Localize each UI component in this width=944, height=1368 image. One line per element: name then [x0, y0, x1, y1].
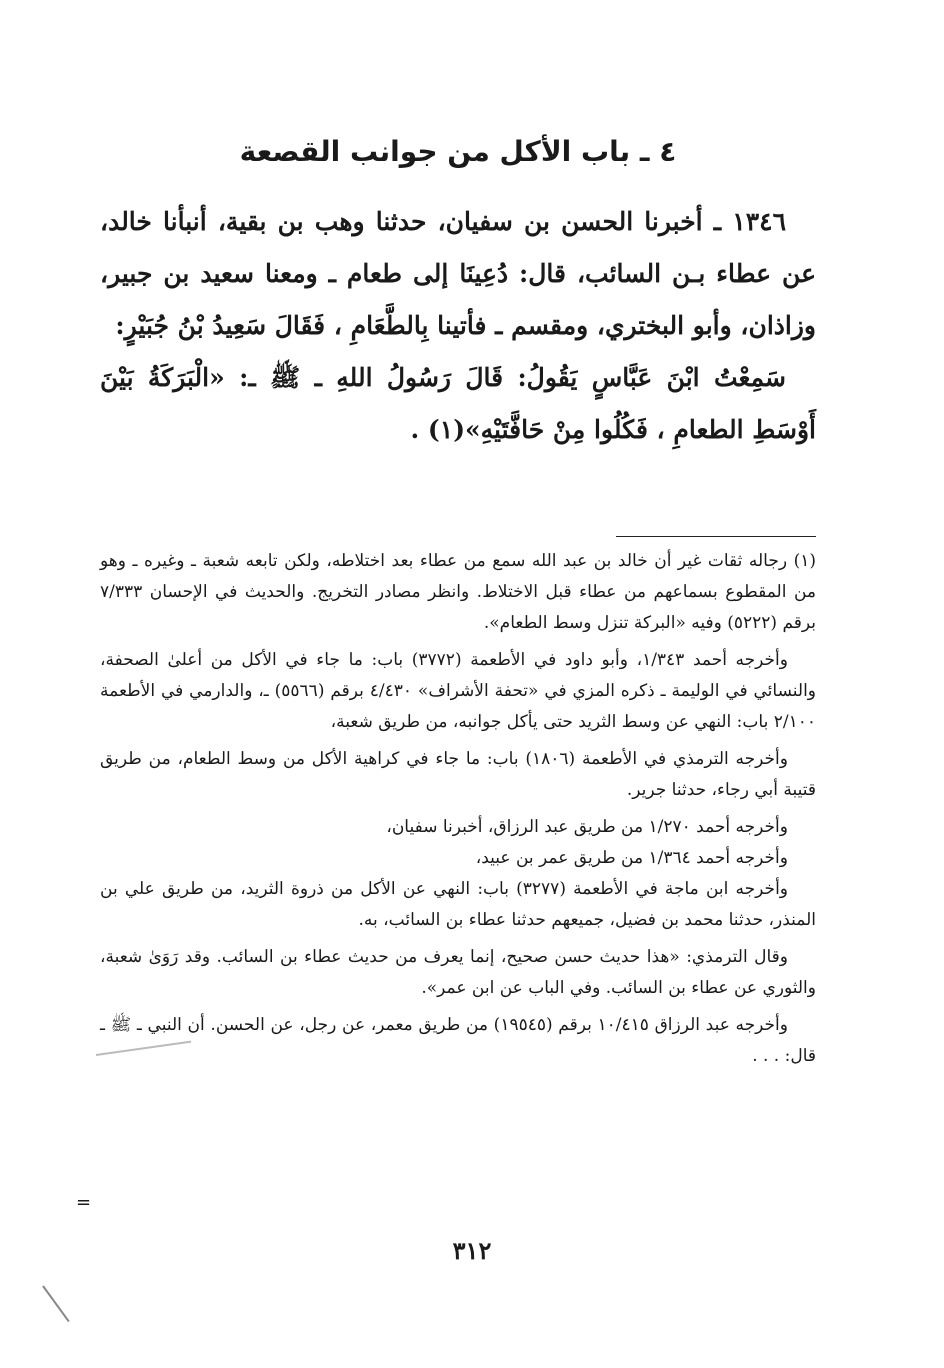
footnote-paragraph: وأخرجه الترمذي في الأطعمة (١٨٠٦) باب: ما جاء في كراهية الأكل من وسط الطعام، من طريق قتيبة أبي رجاء، حدثنا جرير. [100, 749, 816, 800]
footnote-paragraph: وأخرجه أحمد ١/٣٦٤ من طريق عمر بن عبيد، [475, 848, 788, 868]
footnote-paragraph: وأخرجه عبد الرزاق ١٠/٤١٥ برقم (١٩٥٤٥) من طريق معمر، عن رجل، عن الحسن. أن النبي ـ ﷺ ـ قال: . . . [100, 1015, 816, 1066]
footnote-paragraph: وأخرجه ابن ماجة في الأطعمة (٣٢٧٧) باب: النهي عن الأكل من ذروة الثريد، من طريق علي بن المنذر، حدثنا محمد بن فضيل، جميعهم حدثنا عطاء بن السائب، به. [100, 879, 816, 930]
continuation-mark: = [76, 1192, 92, 1213]
footnote-paragraph: وأخرجه أحمد ١/٣٤٣، وأبو داود في الأطعمة (٣٧٧٢) باب: ما جاء في الأكل من أعلىٰ الصحفة، والنسائي في الوليمة ـ ذكره المزي في «تحفة الأشراف» ٤/٤٣٠ برقم (٥٥٦٦) ـ، والدارمي في الأطعمة ٢/١٠٠ باب: النهي عن وسط الثريد حتى يأكل جوانبه، من طريق شعبة، [100, 650, 816, 732]
footnote-separator [616, 536, 816, 537]
footnote-1: (١) رجاله ثقات غير أن خالد بن عبد الله سمع من عطاء بعد اختلاطه، ولكن تابعه شعبة ـ وغيره ـ وهو من المقطوع بسماعهم من عطاء قبل الاختلاط. وانظر مصادر التخريج. والحديث في الإحسان ٧/٣٣٣ برقم (٥٢٢٢) وفيه «البركة تنزل وسط الطعام». [100, 551, 816, 633]
scan-edge-line [42, 1285, 69, 1322]
footnote-paragraph: وأخرجه أحمد ١/٢٧٠ من طريق عبد الرزاق، أخبرنا سفيان، [386, 817, 788, 837]
hadith-text [100, 196, 816, 456]
matn-paragraph: سَمِعْتُ ابْنَ عَبَّاسٍ يَقُولُ: قَالَ رَسُولُ اللهِ ـ ﷺ ـ: «الْبَرَكَةُ بَيْنَ أَوْسَطِ الطعامِ ، فَكُلُوا مِنْ حَافَّتَيْهِ»(١) . [100, 363, 816, 444]
footnotes [100, 546, 816, 1072]
isnad-paragraph: ١٣٤٦ ـ أخبرنا الحسن بن سفيان، حدثنا وهب بن بقية، أنبأنا خالد، عن عطاء بـن السائب، قال: دُعِينَا إلى طعام ـ ومعنا سعيد بن جبير، وزاذان، وأبو البختري، ومقسم ـ فأتينا بِالطَّعَامِ ، فَقَالَ سَعِيدُ بْنُ جُبَيْرٍ: [100, 207, 816, 340]
chapter-heading: ٤ ـ باب الأكل من جوانب القصعة [239, 135, 677, 168]
footnote-paragraph: وقال الترمذي: «هذا حديث حسن صحيح، إنما يعرف من حديث عطاء بن السائب. وقد رَوَىٰ شعبة، والثوري عن عطاء بن السائب. وفي الباب عن ابن عمر». [100, 947, 816, 998]
page-number: ٣١٢ [452, 1236, 492, 1265]
